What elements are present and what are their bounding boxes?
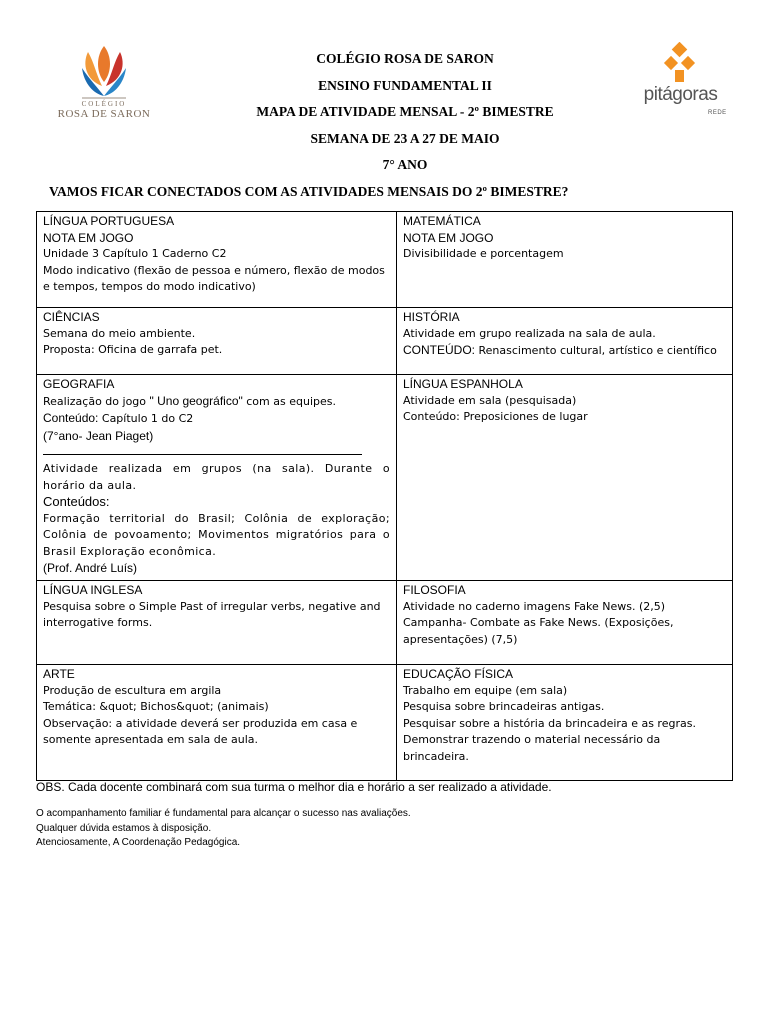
conteudos-heading: Conteúdos: [43,494,110,509]
cell-line: Formação territorial do Brasil; Colônia de exploração; Colônia de povoamento; Movimentos migratórios para o Brasil Exploração econômica. [43,511,390,558]
cell-line: Divisibilidade e porcentagem [403,247,564,260]
cell-title: HISTÓRIA [403,310,460,324]
cell-line: Pesquisar sobre a história da brincadeira e as regras. [403,716,696,730]
cell-title: MATEMÁTICA [403,214,481,228]
cell-lingua-portuguesa [37,212,397,308]
cell-lingua-espanhola [397,375,733,581]
cell-geografia [37,375,397,581]
cell-line: Conteúdo: Preposiciones de lugar [403,410,588,423]
cell-title: EDUCAÇÃO FÍSICA [403,667,514,681]
logo-left-line1: COLÉGIO [81,100,127,108]
logo-left-line2: ROSA DE SARON [57,108,151,120]
cell-title: FILOSOFIA [403,583,466,597]
cell-line: Campanha- Combate as Fake News. (Exposições, apresentações) (7,5) [403,616,674,646]
cell-line: Produção de escultura em argila [43,683,222,697]
header-line1: COLÉGIO ROSA DE SARON [316,51,494,66]
activity-table [36,211,733,781]
cell-title: ARTE [43,667,75,681]
cell-line: Proposta: Oficina de garrafa pet. [43,343,223,356]
cell-filosofia [397,581,733,665]
footer-line1: O acompanhamento familiar é fundamental para alcançar o sucesso nas avaliações. [36,808,411,819]
cell-line: Semana do meio ambiente. [43,326,196,340]
cell-title: CIÊNCIAS [43,310,100,324]
divider-line [43,444,362,455]
nota-em-jogo: NOTA EM JOGO [403,230,494,245]
cell-line: Observação: a atividade deverá ser produzida em casa e somente apresentada em sala de aula. [43,716,358,746]
cell-line: Pesquisa sobre o Simple Past of irregular verbs, negative and interrogative forms. [43,599,381,629]
cell-title: LÍNGUA INGLESA [43,583,143,597]
cell-line: Modo indicativo (flexão de pessoa e número, flexão de modos e tempos, tempos do modo indicativo) [43,263,385,293]
cell-historia [397,308,733,375]
cell-line [43,410,390,428]
header-line5: 7° ANO [382,157,428,172]
geo-teacher: (Prof. André Luís) [43,561,138,575]
geo-game-name: " Uno geográfico" [149,393,243,408]
cell-line: Atividade no caderno imagens Fake News. (2,5) [403,599,666,613]
subtitle: VAMOS FICAR CONECTADOS COM AS ATIVIDADES MENSAIS DO 2º BIMESTRE? [49,184,569,199]
cell-line: Pesquisa sobre brincadeiras antigas. [403,700,605,713]
cell-line [43,393,390,411]
cell-title: LÍNGUA ESPANHOLA [403,377,523,391]
rose-logo-icon [52,42,156,100]
footer-line2: Qualquer dúvida estamos à disposição. [36,823,212,834]
footer-line3: Atenciosamente, A Coordenação Pedagógica. [36,837,241,848]
header-line3: MAPA DE ATIVIDADE MENSAL - 2º BIMESTRE [256,104,554,119]
cell-line: Trabalho em equipe (em sala) [403,683,568,697]
geo-text-a: Realização do jogo [43,394,150,408]
colegio-rosa-de-saron-logo [52,42,156,132]
cell-matematica [397,212,733,308]
cell-line: Atividade em sala (pesquisada) [403,393,577,407]
nota-em-jogo: NOTA EM JOGO [43,230,134,245]
cell-lingua-inglesa [37,581,397,665]
obs-note: OBS. Cada docente combinará com sua turma o melhor dia e horário a ser realizado a atividade. [36,780,552,794]
header-line2: ENSINO FUNDAMENTAL II [318,78,492,93]
geo-class: (7°ano- Jean Piaget) [43,428,154,443]
conteudo-label: CONTEÚDO: [403,343,475,357]
cell-line: Atividade em grupo realizada na sala de aula. [403,326,656,340]
conteudo-text: Renascimento cultural, artístico e científico [475,344,717,357]
cell-title: GEOGRAFIA [43,377,115,391]
cell-line: Atividade realizada em grupos (na sala). Durante o horário da aula. [43,462,390,492]
conteudo-text: Capítulo 1 do C2 [98,412,194,425]
cell-arte [37,665,397,781]
conteudo-label: Conteúdo: [43,411,99,425]
geo-text-c: com as equipes. [242,394,336,408]
cell-line: Demonstrar trazendo o material necessário da brincadeira. [403,733,661,763]
cell-educacao-fisica [397,665,733,781]
pitagoras-diamond-icon [628,42,733,86]
cell-line: Unidade 3 Capítulo 1 Caderno C2 [43,247,227,260]
cell-ciencias [37,308,397,375]
header-line4: SEMANA DE 23 A 27 DE MAIO [310,131,500,146]
pitagoras-logo [628,42,733,122]
pitagoras-brand: pitágoras [643,84,718,105]
cell-line [403,342,726,360]
cell-line: Temática: &quot; Bichos&quot; (animais) [43,700,269,713]
pitagoras-rede: REDE [708,110,727,116]
cell-title: LÍNGUA PORTUGUESA [43,214,175,228]
